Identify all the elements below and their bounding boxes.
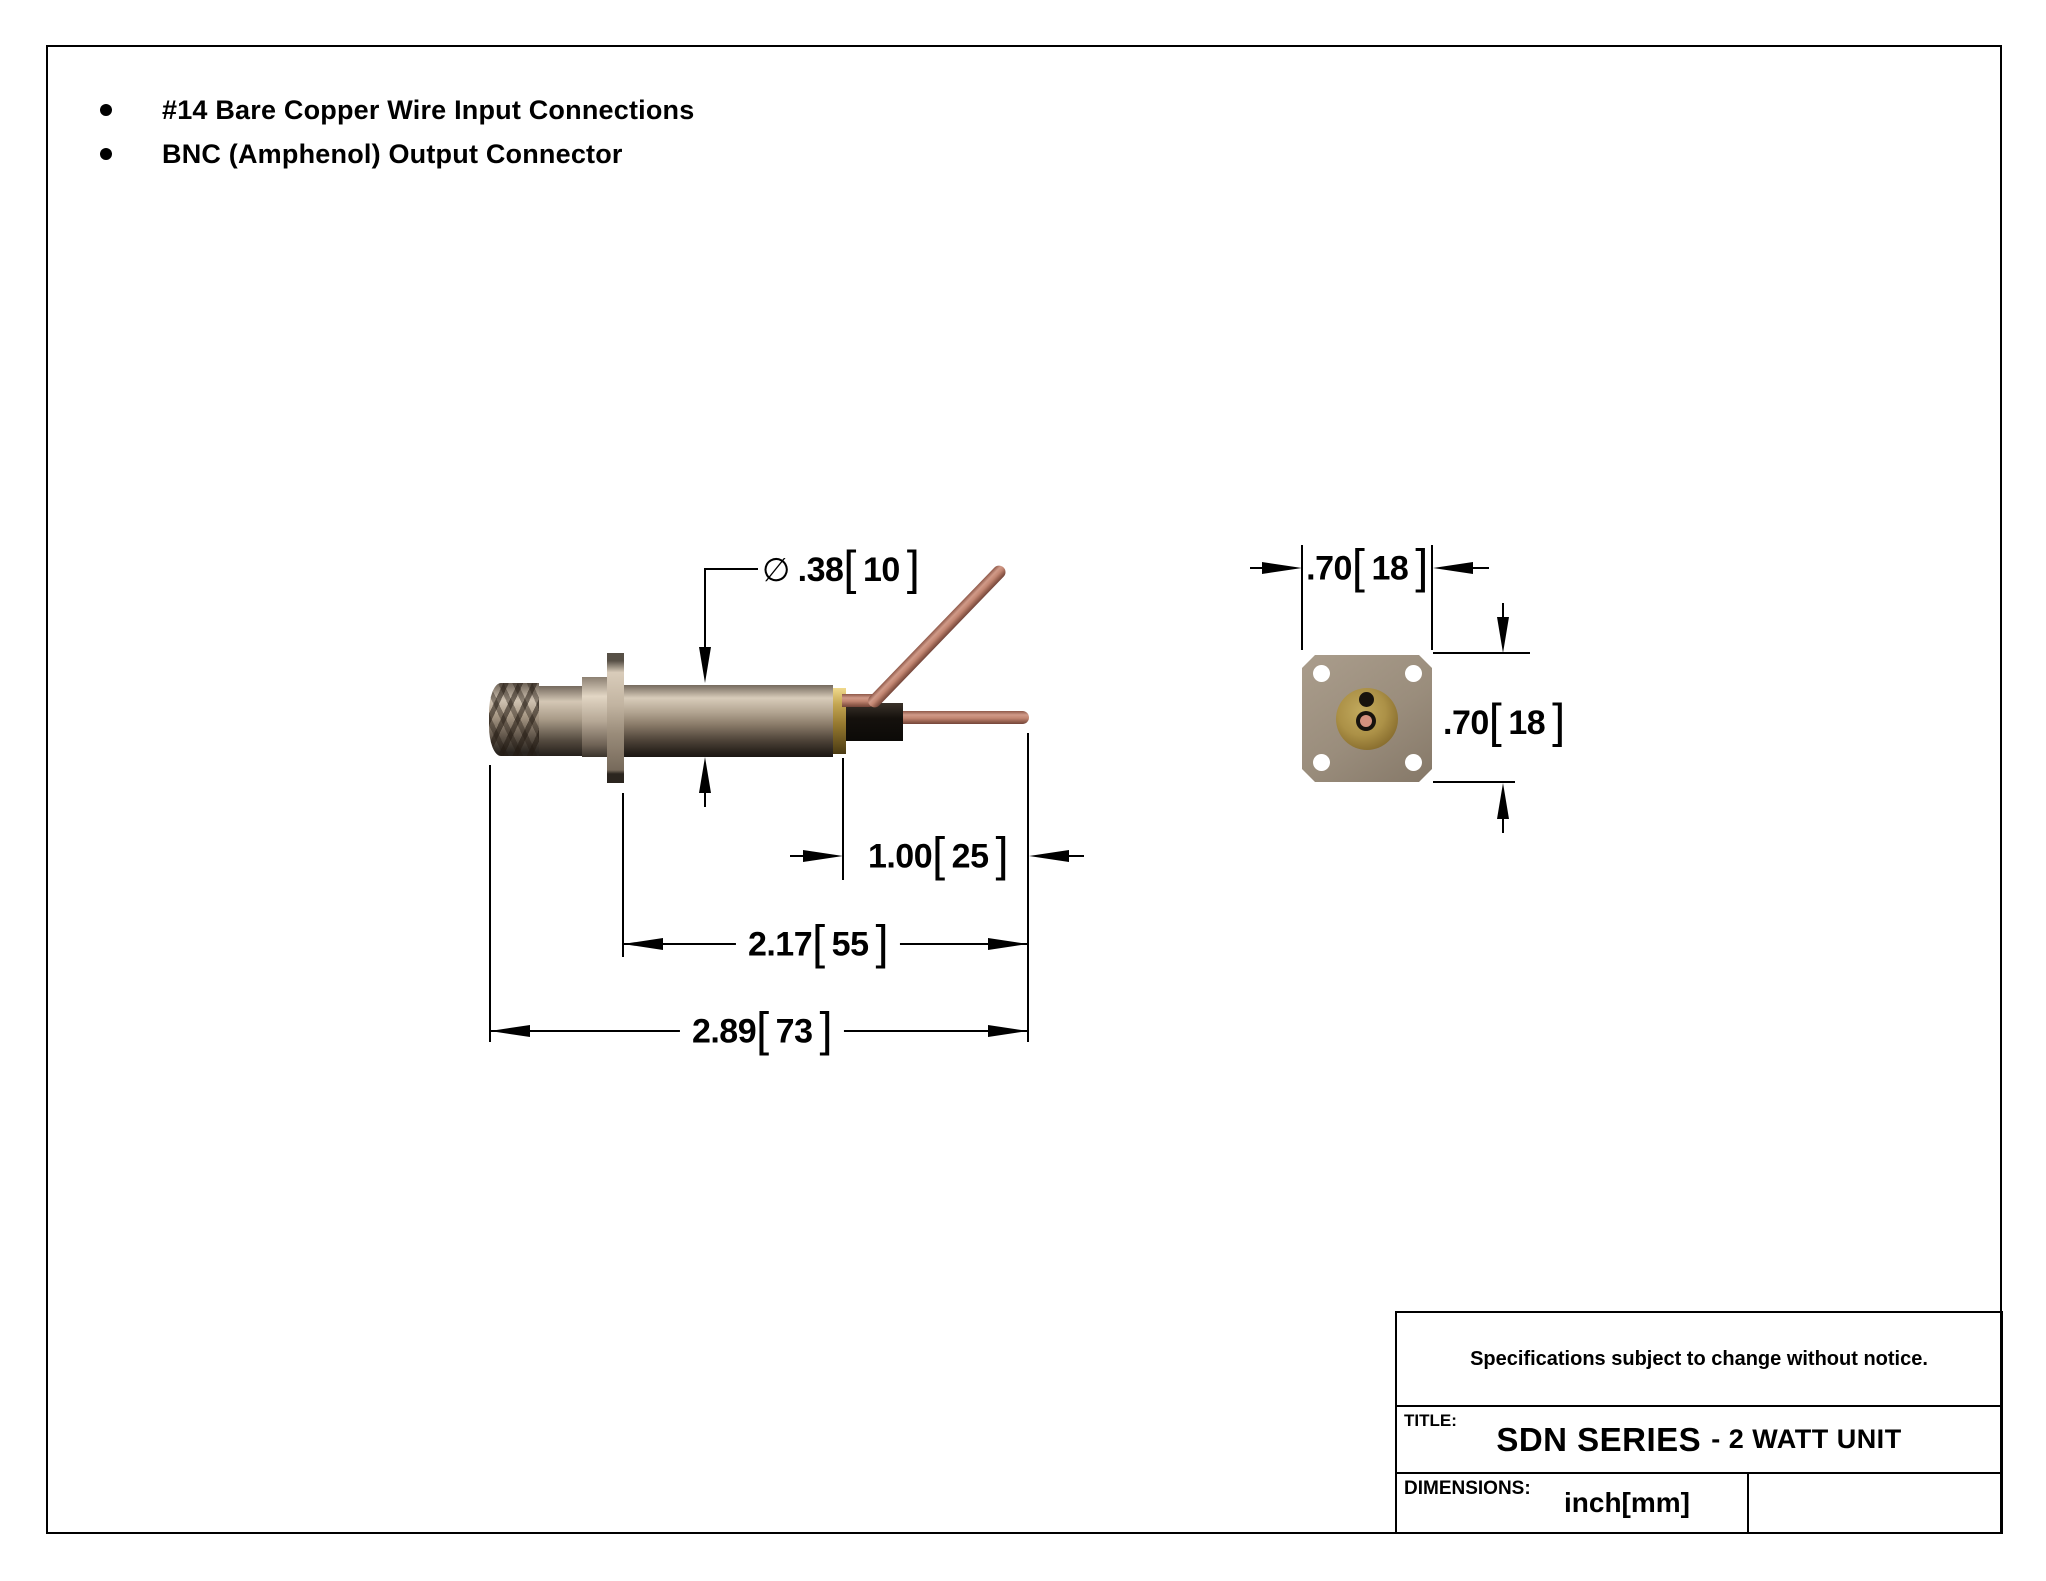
title-block-divider (1747, 1474, 1749, 1532)
extension-line (1433, 652, 1530, 654)
dim-wire-length (867, 828, 1009, 881)
dim-mm: 25 (951, 837, 989, 876)
bracket-close: ] (906, 542, 920, 594)
dim-mm: 55 (831, 925, 869, 964)
cylinder-body (624, 685, 833, 757)
dim-value: 2.89 (691, 1012, 757, 1051)
arrowhead-right (988, 938, 1028, 950)
bracket-open: [ (932, 828, 945, 881)
mounting-hole (1313, 754, 1330, 771)
drawing-title (1397, 1407, 2001, 1472)
dim-mm: 10 (862, 551, 900, 590)
bullet-icon (100, 148, 112, 160)
pin-hole (1359, 692, 1374, 707)
dim-diameter (762, 542, 920, 594)
arrowhead-down (1497, 617, 1509, 653)
bracket-open: [ (1351, 540, 1365, 593)
leader-line (704, 791, 706, 807)
bracket-open: [ (812, 916, 825, 969)
dim-mm: 18 (1371, 549, 1409, 588)
dim-value: 2.17 (747, 925, 813, 964)
dim-flange-width (1306, 540, 1428, 593)
center-conductor (1360, 715, 1372, 727)
leader-line (704, 569, 706, 654)
dimension-line (1467, 567, 1489, 569)
dim-body-length (736, 916, 900, 969)
title-block (1395, 1311, 2003, 1534)
dim-value: .70 (1306, 549, 1352, 588)
mounting-hole (1405, 754, 1422, 771)
copper-wire-lower (903, 711, 1029, 724)
extension-line (1027, 733, 1029, 1042)
extension-line (489, 765, 491, 1042)
dim-value: 1.00 (867, 837, 933, 876)
black-sleeve (846, 703, 903, 741)
dim-overall-length (680, 1003, 844, 1056)
mounting-hole (1405, 665, 1422, 682)
title-label: TITLE: (1404, 1411, 1457, 1430)
list-item (100, 88, 694, 132)
bracket-close: ] (995, 828, 1009, 881)
bullet-text: BNC (Amphenol) Output Connector (162, 138, 623, 169)
bracket-open: [ (1488, 695, 1502, 747)
bnc-knurled-grip (489, 683, 539, 756)
arrowhead-left (490, 1025, 530, 1037)
arrowhead-right (803, 850, 843, 862)
dimension-line (1502, 815, 1504, 833)
leader-line (704, 568, 758, 570)
extension-line (622, 793, 624, 957)
disclaimer-text: Specifications subject to change without notice. (1470, 1347, 1928, 1370)
extension-line (1301, 545, 1303, 650)
mounting-hole (1313, 665, 1330, 682)
mounting-flange-side (607, 653, 624, 783)
feature-bullet-list (100, 88, 694, 176)
dim-value: .70 (1443, 704, 1489, 743)
dimensions-label: DIMENSIONS: (1404, 1478, 1531, 1499)
dimension-line (1062, 855, 1084, 857)
arrowhead-down (699, 647, 711, 683)
arrowhead-right (988, 1025, 1028, 1037)
bracket-close: ] (1415, 540, 1428, 593)
arrowhead-right (1262, 562, 1302, 574)
dim-flange-height (1443, 695, 1565, 747)
list-item (100, 132, 694, 176)
title-main: SDN SERIES (1496, 1420, 1702, 1458)
extension-line (1431, 545, 1433, 650)
dimensions-units: inch[mm] (1564, 1487, 1690, 1518)
dim-mm: 18 (1508, 704, 1546, 743)
dim-mm: 73 (775, 1012, 813, 1051)
arrowhead-up (699, 757, 711, 793)
dim-value: .38 (797, 551, 844, 590)
bracket-close: ] (1552, 695, 1565, 747)
bracket-close: ] (875, 916, 889, 969)
title-suffix: - 2 WATT UNIT (1711, 1424, 1902, 1454)
bullet-icon (100, 104, 112, 116)
bnc-shaft (539, 686, 582, 756)
collar-ring (582, 677, 607, 757)
bracket-close: ] (819, 1003, 833, 1056)
bullet-text: #14 Bare Copper Wire Input Connections (162, 94, 695, 125)
bracket-open: [ (756, 1003, 769, 1056)
bracket-open: [ (843, 542, 856, 594)
arrowhead-up (1497, 783, 1509, 819)
diameter-icon: ∅ (762, 552, 790, 589)
arrowhead-left (623, 938, 663, 950)
